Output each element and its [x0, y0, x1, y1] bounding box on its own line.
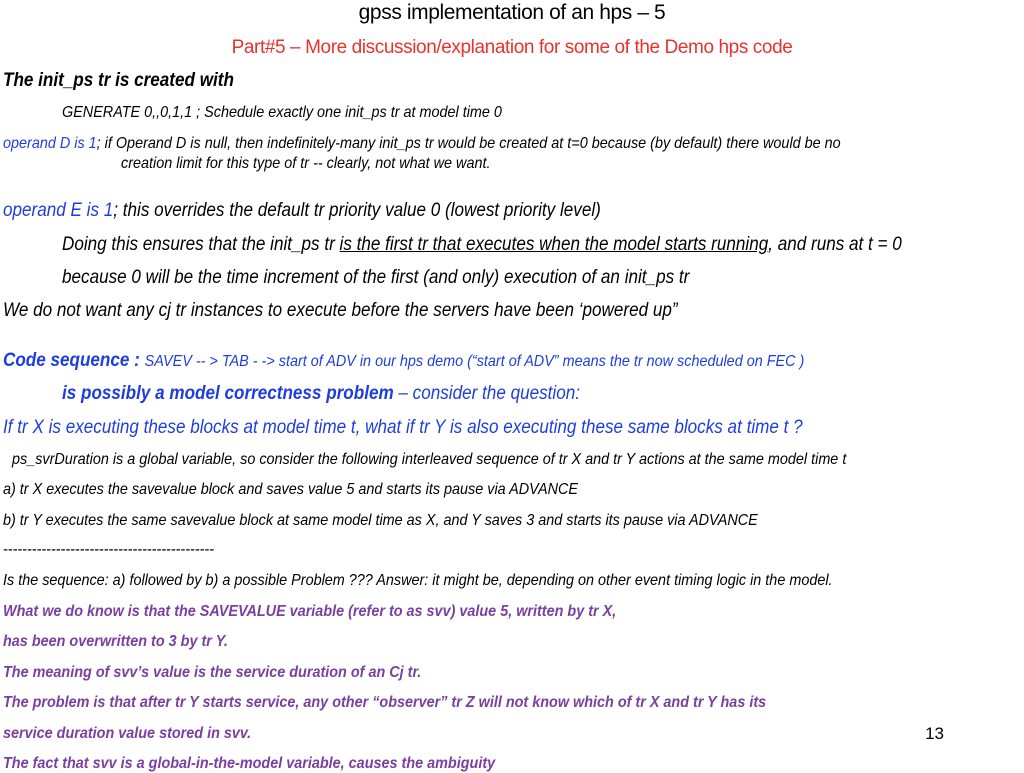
- code-sequence-label: Code sequence :: [3, 350, 145, 371]
- page-subtitle: Part#5 – More discussion/explanation for some of the Demo hps code: [231, 37, 793, 58]
- time-increment-line: because 0 will be the time increment of the first (and only) execution of an init_ps tr: [62, 267, 690, 288]
- operand-e-label: operand E is 1: [3, 200, 114, 221]
- powered-up-line: We do not want any cj tr instances to execute before the servers have been ‘powered up”: [3, 300, 678, 321]
- question-line: If tr X is executing these blocks at model time t, what if tr Y is also executing these same blocks at time t ?: [3, 417, 803, 438]
- divider-line: --------------------------------------------: [3, 541, 214, 558]
- first-tr-underlined: is the first tr that executes when the model starts running: [339, 234, 769, 255]
- operand-d-line: [3, 135, 841, 153]
- page-number: 13: [925, 724, 944, 743]
- sequence-question-line: Is the sequence: a) followed by b) a possible Problem ??? Answer: it might be, depending on other event timing logic in the model.: [3, 572, 833, 589]
- correctness-bold: is possibly a model correctness problem: [62, 383, 394, 404]
- operand-d-label: operand D is 1: [3, 135, 97, 152]
- meaning-line: The meaning of svv’s value is the service duration of an Cj tr.: [3, 664, 422, 681]
- first-tr-text-a: Doing this ensures that the init_ps tr: [62, 234, 340, 255]
- init-ps-heading: The init_ps tr is created with: [3, 70, 234, 91]
- problem-line: The problem is that after tr Y starts service, any other “observer” tr Z will not know which of tr X and tr Y has its: [3, 694, 767, 711]
- operand-d-text: ; if Operand D is null, then indefinitely-many init_ps tr would be created at t=0 because (by default) there would be no: [96, 135, 841, 152]
- service-duration-line: service duration value stored in svv.: [3, 725, 252, 742]
- title-text: gpss implementation of an hps: [358, 1, 632, 24]
- code-sequence-text: SAVEV -- > TAB - -> start of ADV in our hps demo (“start of ADV” means the tr now scheduled on FEC ): [144, 353, 805, 370]
- step-b-line: b) tr Y executes the same savevalue block at same model time as X, and Y saves 3 and starts its pause via ADVANCE: [3, 512, 758, 529]
- operand-e-text: ; this overrides the default tr priority value 0 (lowest priority level): [113, 200, 601, 221]
- correctness-text: – consider the question:: [393, 383, 580, 404]
- global-variable-line: ps_svrDuration is a global variable, so consider the following interleaved sequence of tr X and tr Y actions at the same model time t: [12, 451, 847, 468]
- ambiguity-line: The fact that svv is a global-in-the-model variable, causes the ambiguity: [3, 755, 496, 772]
- operand-e-line: [3, 200, 601, 222]
- overwritten-line: has been overwritten to 3 by tr Y.: [3, 633, 228, 650]
- svv-line: What we do know is that the SAVEVALUE variable (refer to as svv) value 5, written by tr X,: [3, 603, 617, 620]
- page-title: [0, 1, 1024, 25]
- correctness-line: [62, 383, 580, 405]
- title-part-number: – 5: [631, 1, 666, 24]
- first-tr-line: [62, 234, 902, 256]
- operand-d-continuation: creation limit for this type of tr -- clearly, not what we want.: [121, 155, 491, 172]
- generate-line: GENERATE 0,,0,1,1 ; Schedule exactly one init_ps tr at model time 0: [62, 104, 502, 121]
- step-a-line: a) tr X executes the savevalue block and saves value 5 and starts its pause via ADVANCE: [3, 481, 578, 498]
- code-sequence-line: [3, 350, 804, 372]
- first-tr-text-c: , and runs at t = 0: [768, 234, 902, 255]
